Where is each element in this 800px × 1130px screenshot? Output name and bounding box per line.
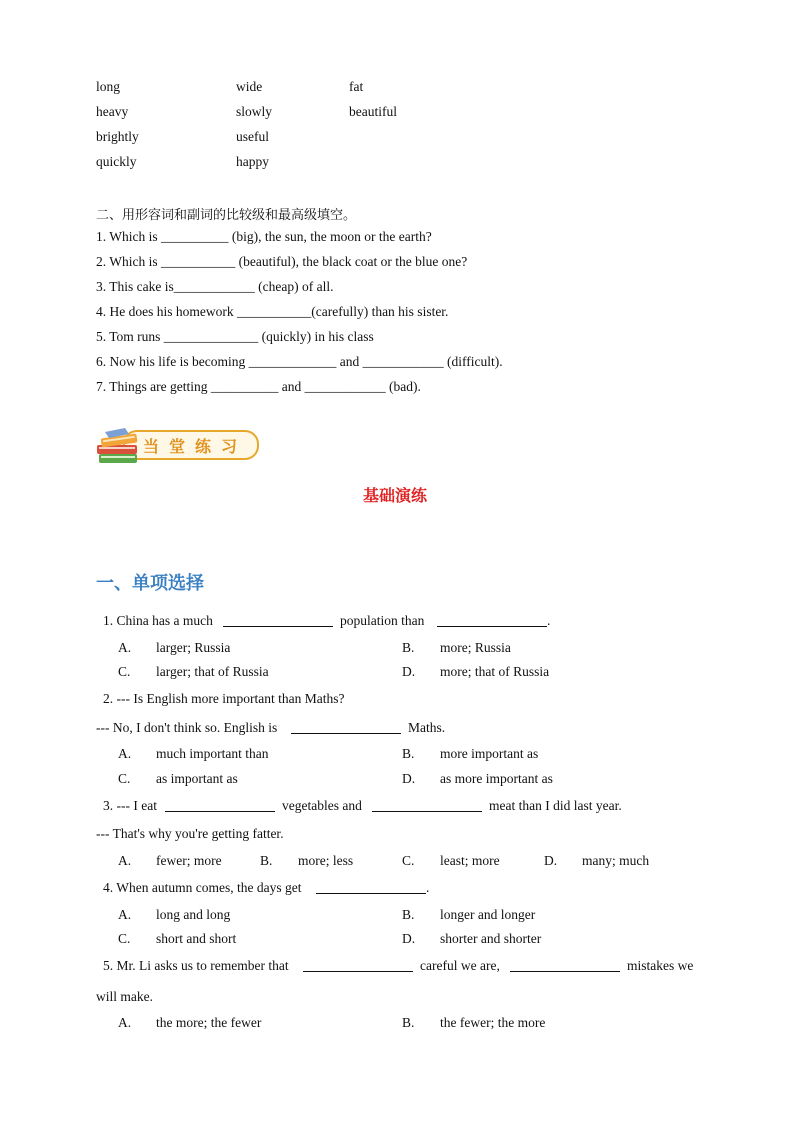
option-text: shorter and shorter xyxy=(440,931,542,946)
answer-blank xyxy=(165,799,275,812)
fill-item: 6. Now his life is becoming _____________ and ____________ (difficult). xyxy=(96,354,503,369)
word-cell: useful xyxy=(236,129,269,144)
fill-item: 4. He does his homework ___________(carefully) than his sister. xyxy=(96,304,449,319)
option-letter: A. xyxy=(118,853,132,868)
option-letter: C. xyxy=(118,664,131,679)
answer-blank xyxy=(437,614,547,627)
question-stem: 5. Mr. Li asks us to remember that xyxy=(103,958,289,973)
question-stem: . xyxy=(547,613,551,628)
answer-blank xyxy=(223,614,333,627)
option-text: least; more xyxy=(440,853,500,868)
question-stem: --- No, I don't think so. English is xyxy=(96,720,278,735)
practice-badge xyxy=(95,426,260,466)
answer-blank xyxy=(291,721,401,734)
word-cell: wide xyxy=(236,79,263,94)
question-stem: . xyxy=(426,880,430,895)
word-cell: quickly xyxy=(96,154,137,169)
option-text: more important as xyxy=(440,746,539,761)
option-letter: B. xyxy=(402,640,415,655)
answer-blank xyxy=(303,959,413,972)
option-text: as important as xyxy=(156,771,238,786)
question-stem: 2. --- Is English more important than Maths? xyxy=(103,691,345,706)
option-letter: C. xyxy=(118,931,131,946)
option-letter: B. xyxy=(402,907,415,922)
option-letter: C. xyxy=(118,771,131,786)
option-letter: A. xyxy=(118,1015,132,1030)
option-text: the fewer; the more xyxy=(440,1015,546,1030)
word-cell: fat xyxy=(349,79,364,94)
question-stem: careful we are, xyxy=(420,958,500,973)
option-text: short and short xyxy=(156,931,237,946)
option-text: more; that of Russia xyxy=(440,664,550,679)
option-text: fewer; more xyxy=(156,853,222,868)
option-text: more; Russia xyxy=(440,640,511,655)
option-letter: D. xyxy=(402,771,416,786)
section-heading: 二、用形容词和副词的比较级和最高级填空。 xyxy=(96,208,357,223)
option-text: much important than xyxy=(156,746,269,761)
word-cell: heavy xyxy=(96,104,129,119)
question-stem: 1. China has a much xyxy=(103,613,213,628)
word-cell: happy xyxy=(236,154,269,169)
option-text: larger; that of Russia xyxy=(156,664,269,679)
fill-item: 7. Things are getting __________ and ____________ (bad). xyxy=(96,379,421,394)
badge-label: 当堂练习 xyxy=(143,437,248,456)
option-text: the more; the fewer xyxy=(156,1015,262,1030)
word-cell: beautiful xyxy=(349,104,397,119)
question-stem: 3. --- I eat xyxy=(103,798,157,813)
option-text: as more important as xyxy=(440,771,553,786)
option-letter: C. xyxy=(402,853,415,868)
books-icon xyxy=(95,426,143,468)
option-text: many; much xyxy=(582,853,650,868)
fill-item: 1. Which is __________ (big), the sun, the moon or the earth? xyxy=(96,229,432,244)
question-stem: vegetables and xyxy=(282,798,362,813)
option-text: larger; Russia xyxy=(156,640,231,655)
fill-item: 2. Which is ___________ (beautiful), the black coat or the blue one? xyxy=(96,254,468,269)
answer-blank xyxy=(372,799,482,812)
option-letter: A. xyxy=(118,746,132,761)
option-letter: A. xyxy=(118,640,132,655)
option-letter: B. xyxy=(402,1015,415,1030)
option-letter: B. xyxy=(260,853,273,868)
question-stem: --- That's why you're getting fatter. xyxy=(96,826,284,841)
option-letter: D. xyxy=(402,664,416,679)
question-stem: will make. xyxy=(96,989,153,1004)
option-letter: A. xyxy=(118,907,132,922)
option-letter: D. xyxy=(544,853,558,868)
answer-blank xyxy=(510,959,620,972)
fill-item: 5. Tom runs ______________ (quickly) in his class xyxy=(96,329,374,344)
option-text: long and long xyxy=(156,907,231,922)
question-stem: mistakes we xyxy=(627,958,694,973)
question-stem: 4. When autumn comes, the days get xyxy=(103,880,302,895)
word-cell: slowly xyxy=(236,104,273,119)
word-cell: long xyxy=(96,79,121,94)
section-heading-choice: 一、单项选择 xyxy=(96,573,204,594)
question-stem: meat than I did last year. xyxy=(489,798,622,813)
fill-item: 3. This cake is____________ (cheap) of all. xyxy=(96,279,334,294)
answer-blank xyxy=(316,881,426,894)
question-stem: population than xyxy=(340,613,425,628)
word-cell: brightly xyxy=(96,129,139,144)
question-stem: Maths. xyxy=(408,720,446,735)
option-letter: B. xyxy=(402,746,415,761)
option-text: more; less xyxy=(298,853,354,868)
practice-title: 基础演练 xyxy=(363,486,428,505)
option-text: longer and longer xyxy=(440,907,536,922)
option-letter: D. xyxy=(402,931,416,946)
